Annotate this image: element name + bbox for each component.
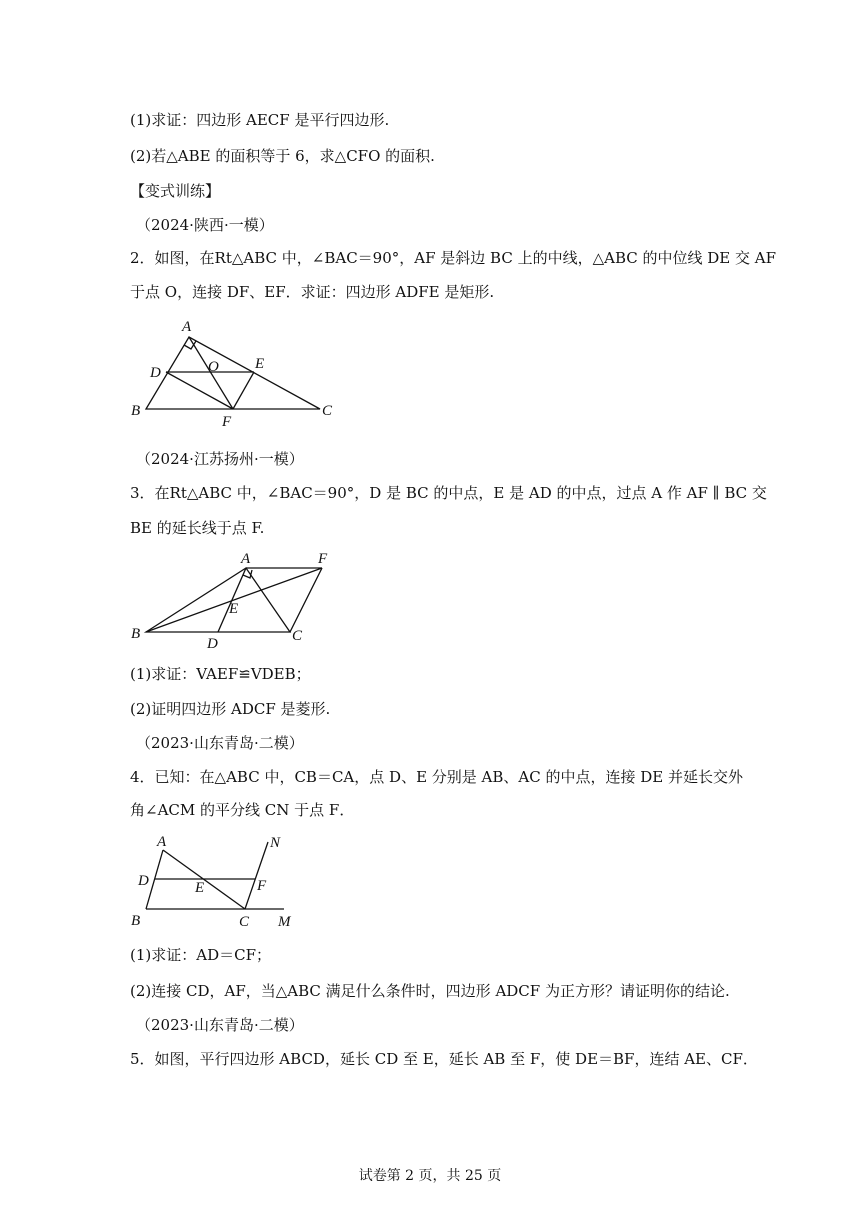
problem4-source: （2023·山东青岛·二模） [136, 734, 304, 752]
fig3-label-A: A [241, 551, 251, 567]
problem1-part1: (1)求证：四边形 AECF 是平行四边形. [130, 111, 390, 129]
page-footer: 试卷第 2 页，共 25 页 [358, 1168, 502, 1184]
figure-problem3 [125, 542, 350, 652]
problem5-source: （2023·山东青岛·二模） [136, 1016, 304, 1034]
fig3-label-F: F [318, 551, 328, 567]
fig4-label-N: N [270, 835, 281, 851]
fig2-label-B: B [131, 403, 141, 419]
fig4-label-A: A [157, 834, 167, 850]
fig2-label-O: O [208, 359, 219, 375]
problem4-text-line1: 4．已知：在△ABC 中，CB＝CA，点 D、E 分别是 AB、AC 的中点，连接 DE 并延长交外 [130, 768, 743, 786]
problem2-text-line2: 于点 O，连接 DF、EF．求证：四边形 ADFE 是矩形. [130, 283, 495, 301]
problem4-text-line2: 角∠ACM 的平分线 CN 于点 F． [130, 801, 355, 819]
problem3-source: （2024·江苏扬州·一模） [136, 450, 304, 468]
fig3-label-E: E [229, 601, 239, 617]
figure-problem2 [125, 312, 355, 432]
fig2-label-A: A [182, 319, 192, 335]
fig2-label-D: D [150, 365, 161, 381]
problem5-text-line1: 5．如图，平行四边形 ABCD，延长 CD 至 E，延长 AB 至 F，使 DE＝BF，连结 AE、CF． [130, 1050, 758, 1068]
problem4-part2: (2)连接 CD，AF，当△ABC 满足什么条件时，四边形 ADCF 为正方形？请证明你的结论. [130, 982, 730, 1000]
fig4-label-M: M [278, 914, 291, 930]
problem4-part1: (1)求证：AD＝CF； [130, 946, 271, 964]
problem3-part2: (2)证明四边形 ADCF 是菱形. [130, 700, 331, 718]
problem1-part2: (2)若△ABE 的面积等于 6，求△CFO 的面积. [130, 147, 435, 165]
fig2-label-E: E [255, 356, 265, 372]
problem2-text-line1: 2．如图，在Rt△ABC 中，∠BAC＝90°，AF 是斜边 BC 上的中线，△ABC 的中位线 DE 交 AF [130, 249, 777, 267]
fig4-label-E: E [195, 880, 205, 896]
fig2-label-F: F [222, 414, 232, 430]
fig4-label-B: B [131, 913, 141, 929]
fig3-label-B: B [131, 626, 141, 642]
fig4-label-C: C [239, 914, 250, 930]
problem3-text-line2: BE 的延长线于点 F. [130, 519, 265, 537]
section-heading: 【变式训练】 [130, 182, 221, 200]
problem2-source: （2024·陕西·一模） [136, 216, 274, 234]
fig4-label-F: F [257, 878, 267, 894]
figure-problem4 [125, 826, 300, 931]
problem3-part1: (1)求证：VAEF≌VDEB； [130, 665, 311, 683]
fig2-label-C: C [322, 403, 333, 419]
fig4-label-D: D [138, 873, 149, 889]
problem3-text-line1: 3．在Rt△ABC 中，∠BAC＝90°，D 是 BC 的中点，E 是 AD 的中点，过点 A 作 AF ∥ BC 交 [130, 484, 767, 502]
fig3-label-D: D [207, 636, 218, 652]
fig3-label-C: C [292, 628, 303, 644]
